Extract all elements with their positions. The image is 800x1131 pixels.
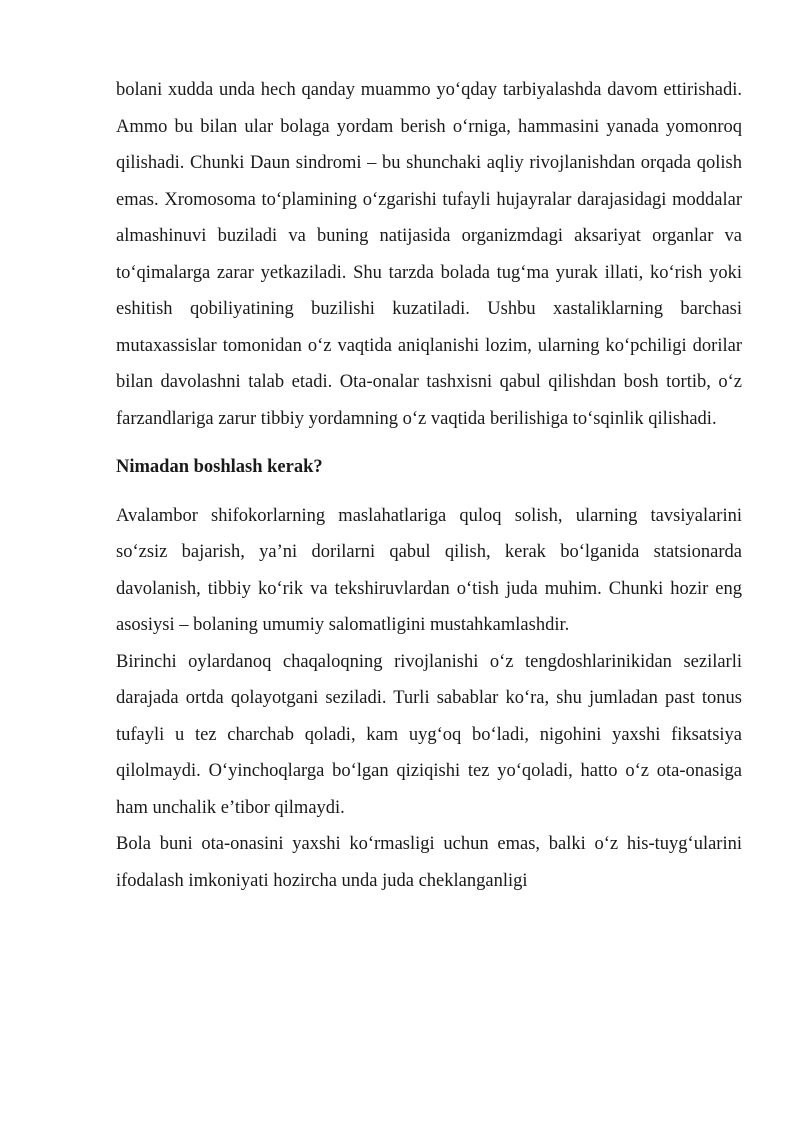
document-page (116, 72, 742, 899)
section-heading: Nimadan boshlash kerak? (116, 457, 323, 477)
body-paragraph: Avalambor shifokorlarning maslahatlariga quloq solish, ularning tavsiyalarini so‘zsiz bajarish, ya’ni dorilarni qabul qilish, kerak bo‘lganida statsionarda davolanish, tibbiy ko‘rik va tekshiruvlardan o‘tish juda muhim. Chunki hozir eng asosiysi – bolaning umumiy salomatligini mustahkamlashdir. (116, 505, 742, 635)
body-paragraph: Birinchi oylardanoq chaqaloqning rivojlanishi o‘z tengdoshlarinikidan sezilarli darajada ortda qolayotgani seziladi. Turli sabablar ko‘ra, shu jumladan past tonus tufayli u tez charchab qoladi, kam uyg‘oq bo‘ladi, nigohini yaxshi fiksatsiya qilolmaydi. O‘yinchoqlarga bo‘lgan qiziqishi tez yo‘qoladi, hatto o‘z ota-onasiga ham unchalik e’tibor qilmaydi. (116, 651, 742, 818)
body-paragraph: Bola buni ota-onasini yaxshi ko‘rmasligi uchun emas, balki o‘z his-tuyg‘ularini ifodalash imkoniyati hozircha unda juda cheklanganligi (116, 834, 742, 891)
body-paragraph: bolani xudda unda hech qanday muammo yo‘qday tarbiyalashda davom ettirishadi. Ammo bu bilan ular bolaga yordam berish o‘rniga, hammasini yanada yomonroq qilishadi. Chunki Daun sindromi – bu shunchaki aqliy rivojlanishdan orqada qolish emas. Xromosoma to‘plamining o‘zgarishi tufayli hujayralar darajasidagi moddalar almashinuvi buziladi va buning natijasida organizmdagi aksariyat organlar va to‘qimalarga zarar yetkaziladi. Shu tarzda bolada tug‘ma yurak illati, ko‘rish yoki eshitish qobiliyatining buzilishi kuzatiladi. Ushbu xastaliklarning barchasi mutaxassislar tomonidan o‘z vaqtida aniqlanishi lozim, ularning ko‘pchiligi dorilar bilan davolashni talab etadi. Ota-onalar tashxisni qabul qilishdan bosh tortib, o‘z farzandlariga zarur tibbiy yordamning o‘z vaqtida berilishiga to‘sqinlik qilishadi. (116, 80, 742, 429)
